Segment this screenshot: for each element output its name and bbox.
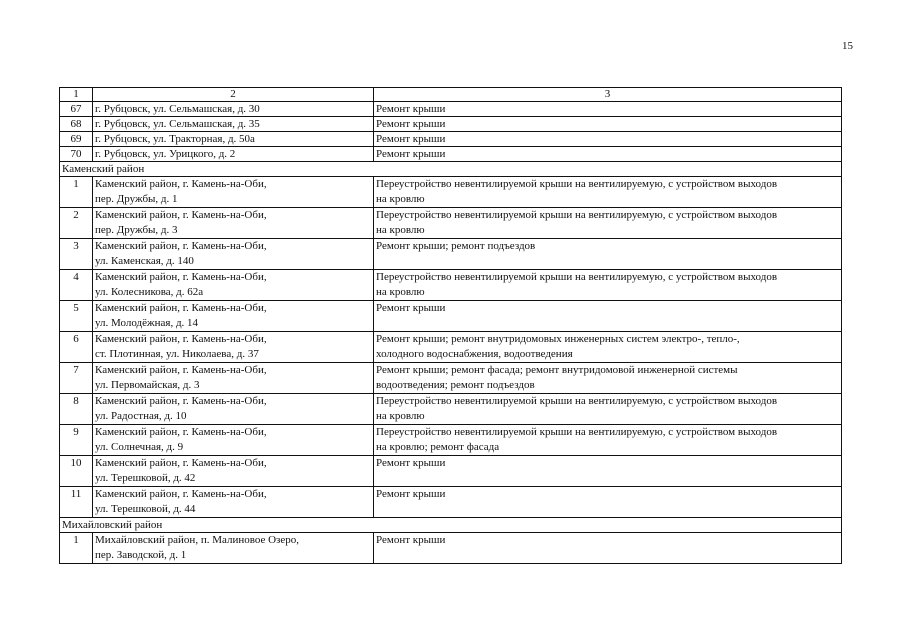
row-number: 9	[60, 425, 93, 456]
row-number: 10	[60, 456, 93, 487]
row-work	[374, 456, 842, 487]
row-address	[93, 239, 374, 270]
section-row	[60, 518, 842, 533]
row-work	[374, 487, 842, 518]
row-work	[374, 425, 842, 456]
address-line-1: Каменский район, г. Камень-на-Оби,	[95, 364, 267, 376]
work-line-2: на кровлю	[376, 410, 425, 422]
address-line-2: ул. Колесникова, д. 62а	[95, 286, 204, 298]
address-line-2: ул. Радостная, д. 10	[95, 410, 187, 422]
row-address: г. Рубцовск, ул. Сельмашская, д. 35	[93, 117, 374, 132]
work-line-1: Переустройство невентилируемой крыши на вентилируемую, с устройством выходов	[376, 178, 778, 190]
address-line-2: ул. Солнечная, д. 9	[95, 441, 184, 453]
table-row	[60, 208, 842, 239]
work-line-2: водоотведения; ремонт подъездов	[376, 379, 535, 391]
row-number: 67	[60, 102, 93, 117]
work-line-1: Ремонт крыши; ремонт внутридомовых инженерных систем электро-, тепло-,	[376, 333, 740, 345]
address-line-2: ул. Терешковой, д. 42	[95, 472, 196, 484]
table-row	[60, 533, 842, 564]
row-number: 5	[60, 301, 93, 332]
address-line-1: Каменский район, г. Камень-на-Оби,	[95, 240, 267, 252]
table-row	[60, 394, 842, 425]
row-address	[93, 270, 374, 301]
header-col-3: 3	[374, 88, 842, 102]
row-address	[93, 208, 374, 239]
table-row	[60, 270, 842, 301]
row-address: г. Рубцовск, ул. Тракторная, д. 50а	[93, 132, 374, 147]
row-work	[374, 270, 842, 301]
row-work: Ремонт крыши	[374, 102, 842, 117]
address-line-1: Каменский район, г. Камень-на-Оби,	[95, 209, 267, 221]
page-number: 15	[842, 40, 853, 52]
row-work	[374, 239, 842, 270]
row-address	[93, 177, 374, 208]
table-row	[60, 132, 842, 147]
work-line-1: Ремонт крыши	[376, 302, 446, 314]
table-row	[60, 117, 842, 132]
address-line-1: Михайловский район, п. Малиновое Озеро,	[95, 534, 300, 546]
row-work	[374, 363, 842, 394]
work-line-2: на кровлю	[376, 224, 425, 236]
address-line-2: ул. Терешковой, д. 44	[95, 503, 196, 515]
row-work	[374, 301, 842, 332]
table-row	[60, 301, 842, 332]
row-work	[374, 208, 842, 239]
address-line-1: Каменский район, г. Камень-на-Оби,	[95, 178, 267, 190]
row-number: 69	[60, 132, 93, 147]
row-work	[374, 332, 842, 363]
address-line-1: Каменский район, г. Камень-на-Оби,	[95, 426, 267, 438]
row-number: 68	[60, 117, 93, 132]
work-line-2: на кровлю; ремонт фасада	[376, 441, 500, 453]
address-line-1: Каменский район, г. Камень-на-Оби,	[95, 395, 267, 407]
header-col-2: 2	[93, 88, 374, 102]
address-line-1: Каменский район, г. Камень-на-Оби,	[95, 271, 267, 283]
row-number: 7	[60, 363, 93, 394]
work-line-1: Ремонт крыши	[376, 488, 446, 500]
work-line-1: Ремонт крыши; ремонт фасада; ремонт внутридомовой инженерной системы	[376, 364, 738, 376]
repair-table	[59, 87, 842, 564]
row-work: Ремонт крыши	[374, 132, 842, 147]
section-mikhailovsky-district: Михайловский район	[60, 518, 842, 533]
address-line-1: Каменский район, г. Камень-на-Оби,	[95, 302, 267, 314]
work-line-1: Ремонт крыши	[376, 457, 446, 469]
row-work	[374, 394, 842, 425]
table-row	[60, 363, 842, 394]
table-row	[60, 332, 842, 363]
address-line-2: ул. Молодёжная, д. 14	[95, 317, 199, 329]
address-line-2: ул. Первомайская, д. 3	[95, 379, 200, 391]
row-address	[93, 533, 374, 564]
work-line-1: Ремонт крыши	[376, 534, 446, 546]
address-line-2: ул. Каменская, д. 140	[95, 255, 194, 267]
address-line-2: пер. Дружбы, д. 1	[95, 193, 178, 205]
table-row	[60, 239, 842, 270]
table-row	[60, 102, 842, 117]
row-address	[93, 301, 374, 332]
header-col-1: 1	[60, 88, 93, 102]
work-line-2: на кровлю	[376, 286, 425, 298]
row-number: 1	[60, 533, 93, 564]
row-address	[93, 425, 374, 456]
row-number: 70	[60, 147, 93, 162]
row-address	[93, 363, 374, 394]
row-number: 8	[60, 394, 93, 425]
table-header-row	[60, 88, 842, 102]
table-row	[60, 456, 842, 487]
address-line-2: пер. Дружбы, д. 3	[95, 224, 178, 236]
row-address	[93, 456, 374, 487]
row-number: 4	[60, 270, 93, 301]
row-work: Ремонт крыши	[374, 147, 842, 162]
row-number: 6	[60, 332, 93, 363]
row-work	[374, 533, 842, 564]
work-line-1: Переустройство невентилируемой крыши на вентилируемую, с устройством выходов	[376, 395, 778, 407]
row-work	[374, 177, 842, 208]
work-line-1: Переустройство невентилируемой крыши на вентилируемую, с устройством выходов	[376, 426, 778, 438]
table-row	[60, 177, 842, 208]
address-line-2: пер. Заводской, д. 1	[95, 549, 187, 561]
row-work: Ремонт крыши	[374, 117, 842, 132]
section-row	[60, 162, 842, 177]
row-address	[93, 332, 374, 363]
row-address	[93, 487, 374, 518]
work-line-2: холодного водоснабжения, водоотведения	[376, 348, 573, 360]
address-line-1: Каменский район, г. Камень-на-Оби,	[95, 333, 267, 345]
address-line-1: Каменский район, г. Камень-на-Оби,	[95, 488, 267, 500]
row-number: 2	[60, 208, 93, 239]
table-row	[60, 147, 842, 162]
work-line-1: Переустройство невентилируемой крыши на вентилируемую, с устройством выходов	[376, 209, 778, 221]
work-line-1: Переустройство невентилируемой крыши на вентилируемую, с устройством выходов	[376, 271, 778, 283]
work-line-2: на кровлю	[376, 193, 425, 205]
address-line-2: ст. Плотинная, ул. Николаева, д. 37	[95, 348, 259, 360]
row-address	[93, 394, 374, 425]
work-line-1: Ремонт крыши; ремонт подъездов	[376, 240, 536, 252]
row-address: г. Рубцовск, ул. Урицкого, д. 2	[93, 147, 374, 162]
section-kamensky-district: Каменский район	[60, 162, 842, 177]
row-number: 11	[60, 487, 93, 518]
table-row	[60, 425, 842, 456]
row-address: г. Рубцовск, ул. Сельмашская, д. 30	[93, 102, 374, 117]
row-number: 3	[60, 239, 93, 270]
address-line-1: Каменский район, г. Камень-на-Оби,	[95, 457, 267, 469]
table-row	[60, 487, 842, 518]
row-number: 1	[60, 177, 93, 208]
